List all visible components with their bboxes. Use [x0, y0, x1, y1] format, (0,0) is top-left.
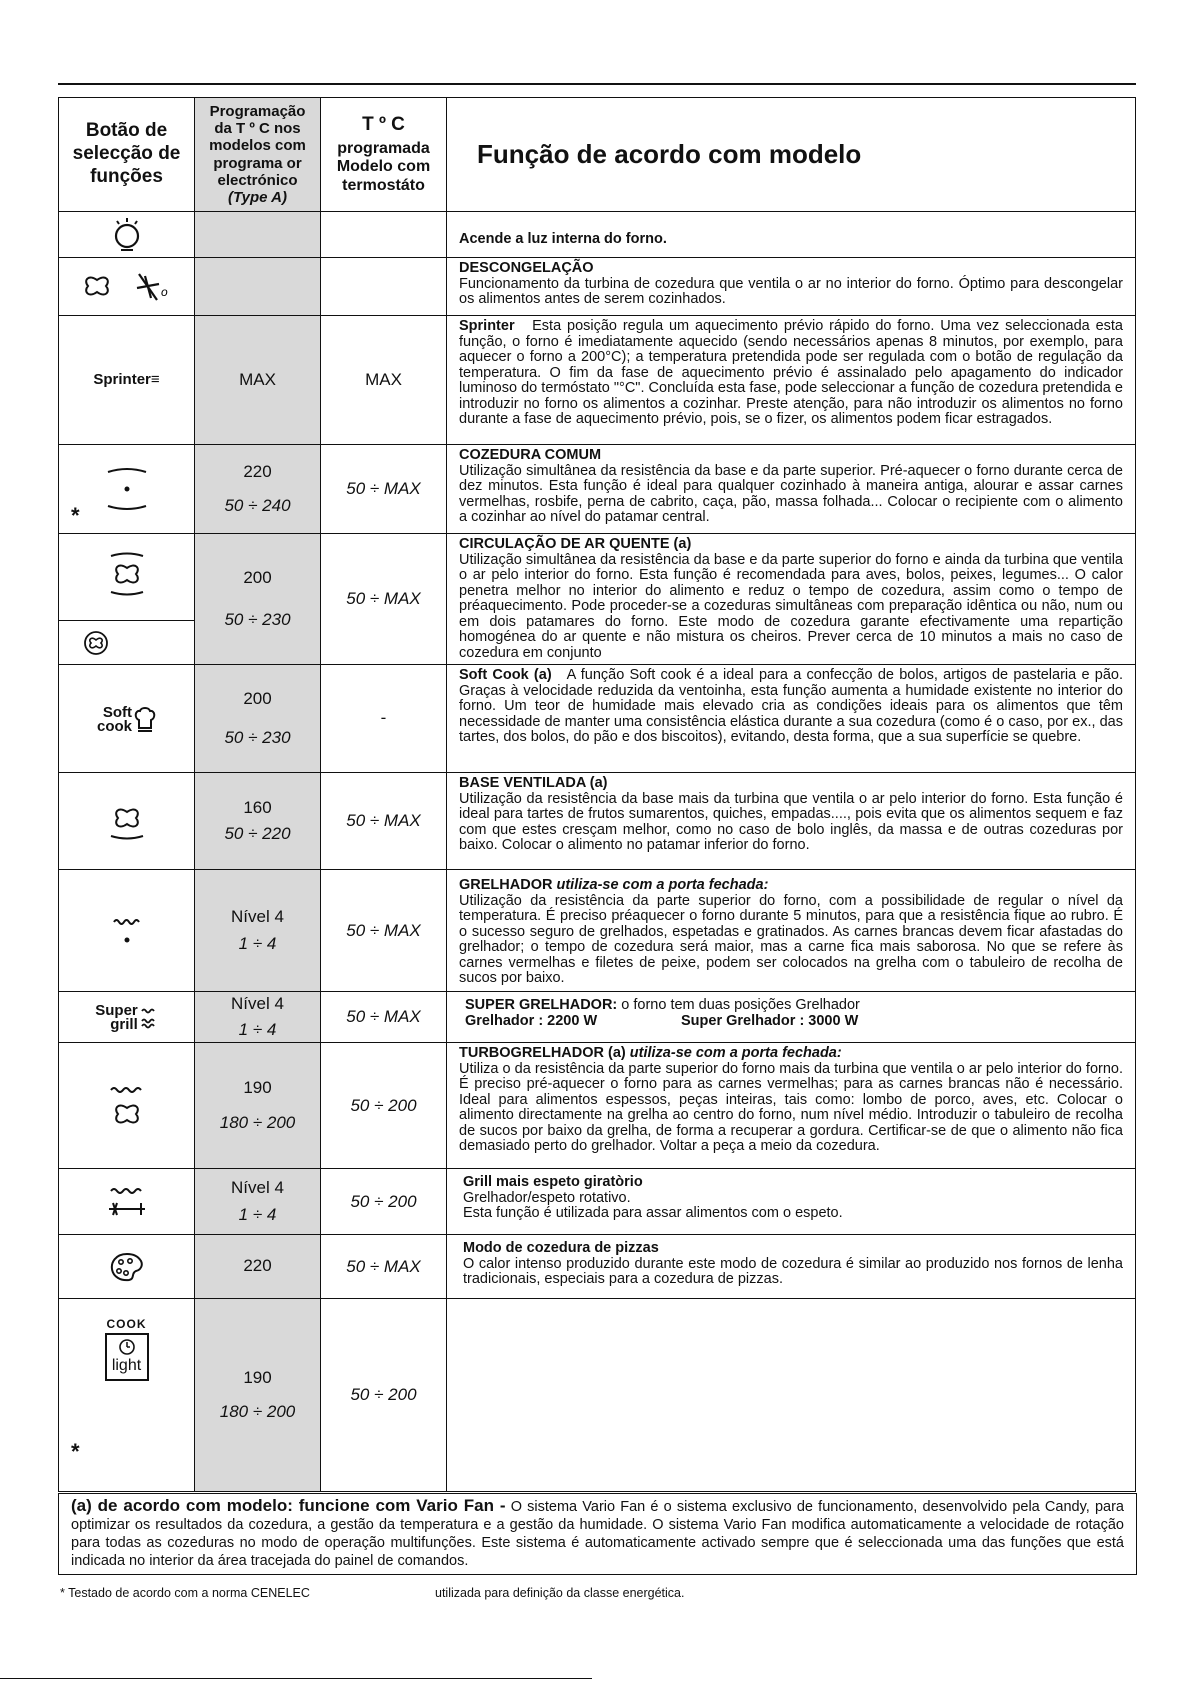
double-heat-icon: [140, 1005, 158, 1031]
prog-max: 220: [243, 461, 272, 481]
row-thermostat-cell: 50 ÷ MAX: [321, 445, 447, 534]
table-row: [59, 212, 1136, 258]
row-text: Utilização simultânea da resistência da base e da parte superior. Pré-aquecer o forno durante cerca de dez minutos. Esta função é ideal para qualquer cozinhado à maneira antiga, alourar e assar carnes vermelhas, rosbife, perna de cabrito, caça, pão, massa folhada... Colocar o recipiente com o alimento a cozinhar ao nível do patamar central.: [459, 462, 1123, 525]
row-icon-cell: [59, 1235, 195, 1299]
row-icon-cell: [59, 665, 195, 773]
row-text: Utilização da resistência da parte superior do forno, com a possibilidade de regular o nível da temperatura. É preciso préaquecer o forno durante 5 minutos, para que a resistência fique ao rubro. É o sucesso seguro de grelhados, espetadas e gratinados. As carnes brancas devem ficar afastadas do grelhador; o tempo de cozedura será maior, mas a carne fica mais saborosa. No que se refere às carnes vermelhas e filetes de peixe, podem ser colocados na grelha com o tabuleiro de recolha de sucos por baixo.: [459, 892, 1123, 986]
row-description: [447, 773, 1136, 870]
row-title: SUPER GRELHADOR:: [465, 997, 618, 1013]
table-row: [59, 1169, 1136, 1235]
table-row: [59, 534, 1136, 665]
row-text-line: Esta função é utilizada para assar alimentos com o espeto.: [463, 1205, 843, 1221]
prog-range: 50 ÷ 240: [224, 496, 291, 515]
table-row: [59, 1043, 1136, 1169]
row-thermostat-cell: 50 ÷ 200: [321, 1043, 447, 1169]
prog-range: 1 ÷ 4: [238, 1204, 277, 1224]
header-programming: [195, 98, 321, 212]
row-title-rest: utiliza-se com a porta fechada:: [556, 877, 769, 893]
row-thermostat-cell: [321, 258, 447, 316]
row-description: [447, 212, 1136, 258]
icon-divider: [59, 620, 195, 621]
cenelec-star: *: [71, 503, 80, 528]
row-description: [447, 870, 1136, 992]
row-thermostat-cell: 50 ÷ MAX: [321, 773, 447, 870]
row-thermostat-cell: 50 ÷ MAX: [321, 870, 447, 992]
row-icon-cell: [59, 1299, 195, 1492]
vario-fan-note: [58, 1493, 1137, 1575]
fan-assisted-icon: [107, 550, 147, 596]
row-thermostat-cell: 50 ÷ 200: [321, 1299, 447, 1492]
row-title: Sprinter: [459, 318, 515, 334]
conventional-icon: [104, 464, 150, 514]
row-description: [447, 1169, 1136, 1235]
clock-icon: [117, 1337, 137, 1357]
fan-base-icon: [107, 800, 147, 842]
row-title: DESCONGELAÇÃO: [459, 260, 594, 276]
row-text: Utilização da resistência da base mais da turbina que ventila o ar pelo interior do forno. Esta função é ideal para tartes de frutos sumarentos, quiches, empadas...., pois evita que os alimentos sequem e faz com que estes cresçam melhor, como no caso de bolo inglês, da massa e de outras cozeduras por baixo. Colocar o alimento no patamar inferior do forno.: [459, 790, 1123, 853]
note-text: O sistema Vario Fan é o sistema exclusivo de funcionamento, desenvolvido pela Candy, para optimizar os resultados da cozedura, a gestão da temperatura e a gestão da humidade. O sistema Vario Fan modifica automaticamente a velocidade de rotação para todas as cozeduras no modo de operação multifunções. Este sistema é automaticamente activado sempre que é seleccionada uma das funções que está indicada no interior da área tracejada do painel de comandos.: [71, 1499, 1124, 1569]
prog-max: 200: [243, 567, 272, 587]
chef-hat-icon: [134, 706, 156, 734]
top-rule: [58, 83, 1136, 85]
turbo-grill-icon: [107, 1084, 147, 1128]
defrost-icon: [77, 270, 177, 304]
header-programming-type: (Type A): [228, 189, 287, 206]
rotisserie-icon: [105, 1185, 149, 1219]
row-title: COZEDURA COMUM: [459, 447, 602, 463]
row-text: Utiliza o da resistência da parte superior do forno mais da turbina que ventila o ar pelo interior do forno. É preciso pré-aquecer o forno para as carnes vermelhas; para as carnes brancas não é necessário. Ideal para alimentos espessos, peças inteiras, tais como: lombo de porco, aves, etc. Colocar o alimento directamente na grelha ao centro do forno, num nível médio. Introduzir o tabuleiro de recolha de sucos por baixo da grelha, de forma a recuperar a gordura. Certificar-se de que o alimento não fica demasiado perto do grelhador. Voltar a peça a meio da cozedura.: [459, 1060, 1123, 1154]
row-description: [447, 258, 1136, 316]
row-programming-cell: [195, 665, 321, 773]
row-text: Funcionamento da turbina de cozedura que ventila o ar no interior do forno. Óptimo para descongelar os alimentos antes de serem cozinhados.: [459, 275, 1123, 307]
row-icon-cell: [59, 773, 195, 870]
table-row: [59, 870, 1136, 992]
prog-max: 200: [243, 689, 272, 709]
prog-max: 160: [243, 797, 272, 817]
prog-max: MAX: [239, 369, 276, 389]
prog-max: 220: [243, 1256, 272, 1276]
prog-range: 50 ÷ 230: [224, 727, 291, 747]
prog-range: 50 ÷ 230: [224, 610, 291, 629]
row-icon-cell: [59, 992, 195, 1043]
row-text: A função Soft cook é a ideal para a confecção de bolos, artigos de pastelaria e pão. Graças à velocidade reduzida da ventoinha, esta função aumenta a humidade existente no interior do forno. Um teor de humidade mais elevado cria as condições ideais para os alimentos que têm necessidade de manter uma consistência elástica durante a sua cozedura (como é o caso, por ex., das tartes, dos bolos, do pão e dos biscoitos), evitando, desta forma, que a sua superfície se quebre.: [459, 667, 1123, 745]
header-thermostat-line: termostáto: [342, 176, 425, 194]
row-text: Acende a luz interna do forno.: [459, 231, 667, 248]
prog-max: Nível 4: [231, 907, 284, 927]
row-icon-cell: [59, 534, 195, 665]
cook-light-label-2: light: [111, 1357, 142, 1374]
cook-light-icon: [59, 1317, 194, 1386]
row-title-rest: utiliza-se com a porta fechada:: [629, 1045, 842, 1061]
row-programming-cell: [195, 773, 321, 870]
sprinter-lines-icon: ≡: [150, 371, 160, 388]
prog-max: 190: [243, 1367, 272, 1387]
prog-range: 180 ÷ 200: [219, 1402, 296, 1421]
soft-cook-icon: [96, 703, 156, 735]
prog-max: 190: [243, 1078, 272, 1098]
row-icon-cell: [59, 870, 195, 992]
header-programming-line: Programação: [209, 102, 306, 120]
fan-assisted-alt-icon: [83, 630, 109, 656]
row-text: Esta posição regula um aquecimento prévio rápido do forno. Uma vez seleccionada esta função, o forno é imediatamente aquecido (sendo necessários apenas 8 minutos, por exemplo, para aquecer o forno a 200°C); a temperatura pretendida pode ser regulada com o botão de regulação da temperatura. O fim da fase de aquecimento prévio é assinalado pelo apagamento do indicador luminoso do termóstato "°C". Concluída esta fase, pode seleccionar a função de cozedura pretendida e introduzir no forno os alimentos a cozinhar. Preste atenção, para não introduzir os alimentos no forno durante a fase de aquecimento prévio, pois, se o fizer, os alimentos podem ficar estragados.: [459, 318, 1123, 427]
header-thermostat-line: Modelo com: [336, 158, 431, 176]
row-text: Utilização simultânea da resistência da base e da parte superior do forno e ainda da turbina que ventila o ar pelo interior do forno. Esta função é recomendada para aves, bolos, peixes, legumes... O calor penetra melhor no interior do alimento e reduz o tempo de cozedura, assim como o tempo de préaquecimento. Pode proceder-se a cozeduras simultâneas com preparação idêntica ou não, num ou em dois patamares do forno. Este modo de cozedura garante efectivamente uma repartição homogénea do ar quente e não mistura os cheiros. Prever cerca de 10 minutos a mais no caso de cozedura em conjunto: [459, 551, 1123, 661]
table-row: [59, 773, 1136, 870]
prog-range: 180 ÷ 200: [219, 1112, 296, 1132]
row-text-line: Grelhador/espeto rotativo.: [463, 1189, 631, 1206]
row-programming-cell: [195, 870, 321, 992]
row-programming-cell: [195, 258, 321, 316]
row-title: CIRCULAÇÃO DE AR QUENTE (a): [459, 536, 692, 552]
row-icon-cell: [59, 1043, 195, 1169]
header-thermostat-line: T º C: [362, 113, 405, 135]
row-thermostat-cell: 50 ÷ MAX: [321, 1235, 447, 1299]
row-thermostat-cell: 50 ÷ MAX: [321, 534, 447, 665]
row-icon-cell: [59, 212, 195, 258]
prog-max: Nível 4: [231, 1178, 284, 1198]
header-programming-line: programa or: [213, 154, 302, 172]
cook-light-label-1: COOK: [106, 1317, 147, 1331]
row-programming-cell: [195, 1299, 321, 1492]
row-description: [447, 1043, 1136, 1169]
prog-max: Nível 4: [231, 993, 284, 1013]
cook-light-frame: [105, 1333, 149, 1381]
row-title: BASE VENTILADA (a): [459, 775, 608, 791]
header-thermostat: [321, 98, 447, 212]
prog-range: 50 ÷ 220: [224, 824, 291, 843]
row-description: [447, 665, 1136, 773]
row-icon-cell: [59, 1169, 195, 1235]
super-grill-label: [95, 1004, 138, 1032]
row-description: [447, 445, 1136, 534]
row-icon-cell: [59, 258, 195, 316]
super-grill-label-2: grill: [110, 1016, 138, 1033]
row-programming-cell: [195, 1235, 321, 1299]
soft-cook-label: [96, 703, 132, 735]
row-thermostat-cell: 50 ÷ MAX: [321, 992, 447, 1043]
cenelec-star: *: [71, 1439, 80, 1464]
row-title: GRELHADOR: [459, 877, 553, 893]
prog-range: 1 ÷ 4: [238, 933, 277, 953]
header-thermostat-line: programada: [337, 139, 430, 157]
row-programming-cell: [195, 1169, 321, 1235]
row-title: Grill mais espeto giratòrio: [463, 1174, 643, 1190]
super-grill-icon: [95, 1004, 158, 1032]
header-programming-line: electrónico: [217, 171, 298, 189]
table-row: [59, 1299, 1136, 1492]
table-row: [59, 992, 1136, 1043]
row-title: Modo de cozedura de pizzas: [463, 1240, 659, 1256]
table-row: [59, 258, 1136, 316]
oven-light-icon: [112, 217, 142, 253]
row-programming-cell: [195, 212, 321, 258]
super-grill-power: Super Grelhador : 3000 W: [681, 1012, 859, 1029]
footnote-star: * Testado de acordo com a norma CENELEC: [60, 1586, 310, 1600]
row-programming-cell: [195, 445, 321, 534]
soft-cook-label-1: Soft: [102, 703, 132, 721]
header-selector-button: Botão de selecção de funções: [59, 98, 195, 212]
row-title: Soft Cook (a): [459, 667, 552, 683]
soft-cook-label-2: cook: [96, 717, 132, 735]
row-programming-cell: [195, 534, 321, 665]
row-icon-cell: [59, 445, 195, 534]
row-programming-cell: [195, 992, 321, 1043]
row-description: [447, 1235, 1136, 1299]
header-programming-line: modelos com: [209, 137, 306, 155]
pizza-icon: [109, 1251, 145, 1283]
header-programming-line: da T º C nos: [214, 120, 301, 137]
row-programming-cell: [195, 316, 321, 445]
grill-power: Grelhador : 2200 W: [465, 1012, 598, 1029]
row-text: O calor intenso produzido durante este modo de cozedura é similar ao produzido nos fornos de lenha tradicionais, especiais para a cozedura de pizzas.: [463, 1255, 1123, 1287]
row-programming-cell: [195, 1043, 321, 1169]
row-thermostat-cell: MAX: [321, 316, 447, 445]
row-title: TURBOGRELHADOR (a): [459, 1045, 626, 1061]
grill-icon: [110, 916, 144, 946]
note-title: (a) de acordo com modelo: funcione com Vario Fan -: [71, 1496, 506, 1515]
svg-text:o: o: [160, 284, 168, 299]
table-row: [59, 445, 1136, 534]
table-row: [59, 665, 1136, 773]
row-thermostat-cell: [321, 212, 447, 258]
header-function: Função de acordo com modelo: [447, 98, 1136, 212]
row-description: [447, 316, 1136, 445]
row-title-rest: o forno tem duas posições Grelhador: [621, 997, 860, 1013]
row-thermostat-cell: 50 ÷ 200: [321, 1169, 447, 1235]
prog-range: 1 ÷ 4: [238, 1020, 277, 1039]
row-description: [447, 534, 1136, 665]
table-header-row: [59, 98, 1136, 212]
table-row: [59, 316, 1136, 445]
row-description: [447, 992, 1136, 1043]
footnote-rest: utilizada para definição da classe energética.: [435, 1586, 685, 1600]
functions-table: [58, 97, 1136, 1492]
super-grill-label-1: Super: [95, 1002, 138, 1019]
row-description: [447, 1299, 1136, 1492]
row-thermostat-cell: -: [321, 665, 447, 773]
bottom-rule: [0, 1678, 592, 1679]
table-row: [59, 1235, 1136, 1299]
sprinter-icon: Sprinter: [93, 371, 151, 388]
row-icon-cell: [59, 316, 195, 445]
